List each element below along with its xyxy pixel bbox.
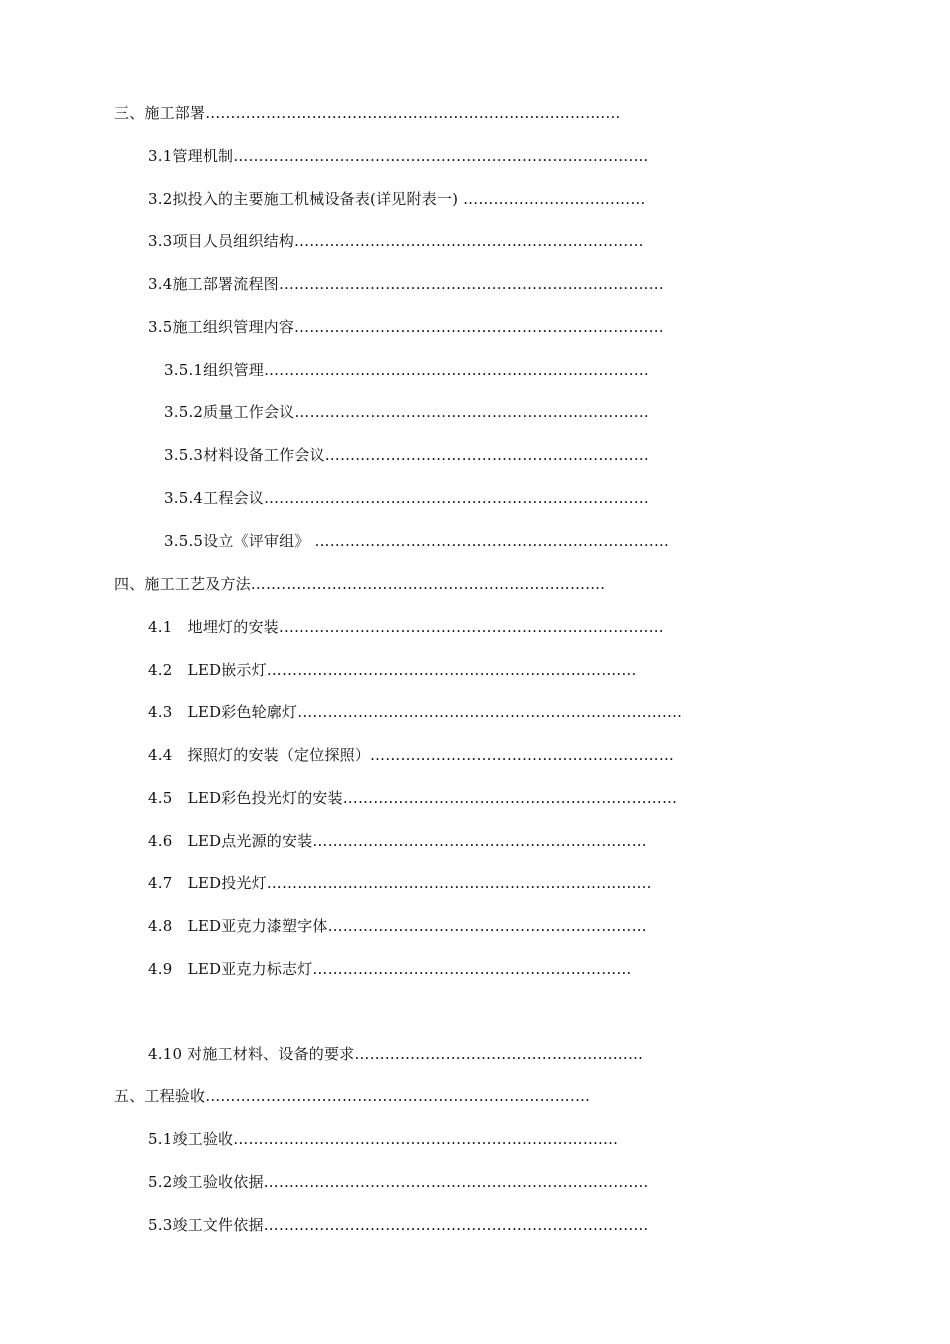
toc-entry-3-5-5: 3.5.5设立《评审组》 ………………………………………………………….…	[164, 532, 670, 550]
toc-entry-3-3: 3.3项目人员组织结构……………………………………………………………	[148, 232, 644, 250]
toc-entry-3-2: 3.2拟投入的主要施工机械设备表(详见附表一) ………………………………	[148, 190, 646, 208]
toc-entry-3-5-1: 3.5.1组织管理……………………………………………………………….…	[164, 361, 649, 379]
toc-entry-4-9: 4.9 LED亚克力标志灯………………………………………………………	[148, 960, 632, 978]
toc-entry-section-5: 五、工程验收……………………………………………………………….…	[114, 1087, 591, 1105]
toc-entry-4-4: 4.4 探照灯的安装（定位探照）……………………………………………………	[148, 746, 675, 764]
toc-entry-4-3: 4.3 LED彩色轮廓灯……………………………………………………………….…	[148, 703, 683, 721]
toc-entry-3-4: 3.4施工部署流程图……………………………………………………………….…	[148, 275, 664, 293]
toc-entry-3-5: 3.5施工组织管理内容…………………………………………………………….…	[148, 318, 664, 336]
toc-entry-4-10: 4.10 对施工材料、设备的要求…………………………………………………	[148, 1045, 644, 1063]
toc-entry-3-5-4: 3.5.4工程会议……………………………………………………………….…	[164, 489, 649, 507]
toc-entry-3-5-2: 3.5.2质量工作会议………………………………………………………….…	[164, 403, 649, 421]
toc-entry-5-3: 5.3竣工文件依据……………………………………………………………….…	[148, 1216, 649, 1234]
toc-entry-section-4: 四、施工工艺及方法………………………………………………………….…	[114, 575, 606, 593]
toc-entry-4-5: 4.5 LED彩色投光灯的安装…………………………………………………………	[148, 789, 678, 807]
toc-entry-4-2: 4.2 LED嵌示灯…………………………………………………………….…	[148, 661, 637, 679]
toc-entry-5-2: 5.2竣工验收依据……………………………………………………………….…	[148, 1173, 649, 1191]
toc-entry-4-7: 4.7 LED投光灯……………………………………………………………….…	[148, 874, 652, 892]
toc-entry-3-5-3: 3.5.3材料设备工作会议…………………………………………………….…	[164, 446, 649, 464]
toc-entry-3-1: 3.1管理机制…………………………………………………………………….…	[148, 147, 649, 165]
toc-entry-4-8: 4.8 LED亚克力漆塑字体………………………………………………………	[148, 917, 647, 935]
toc-entry-5-1: 5.1竣工验收……………………………………………………………….…	[148, 1130, 619, 1148]
toc-entry-4-1: 4.1 地埋灯的安装……………………………………………………………….…	[148, 618, 664, 636]
toc-entry-4-6: 4.6 LED点光源的安装…………………………………………………………	[148, 832, 647, 850]
toc-entry-section-3: 三、施工部署…………………………………………………………………….…	[114, 104, 621, 122]
